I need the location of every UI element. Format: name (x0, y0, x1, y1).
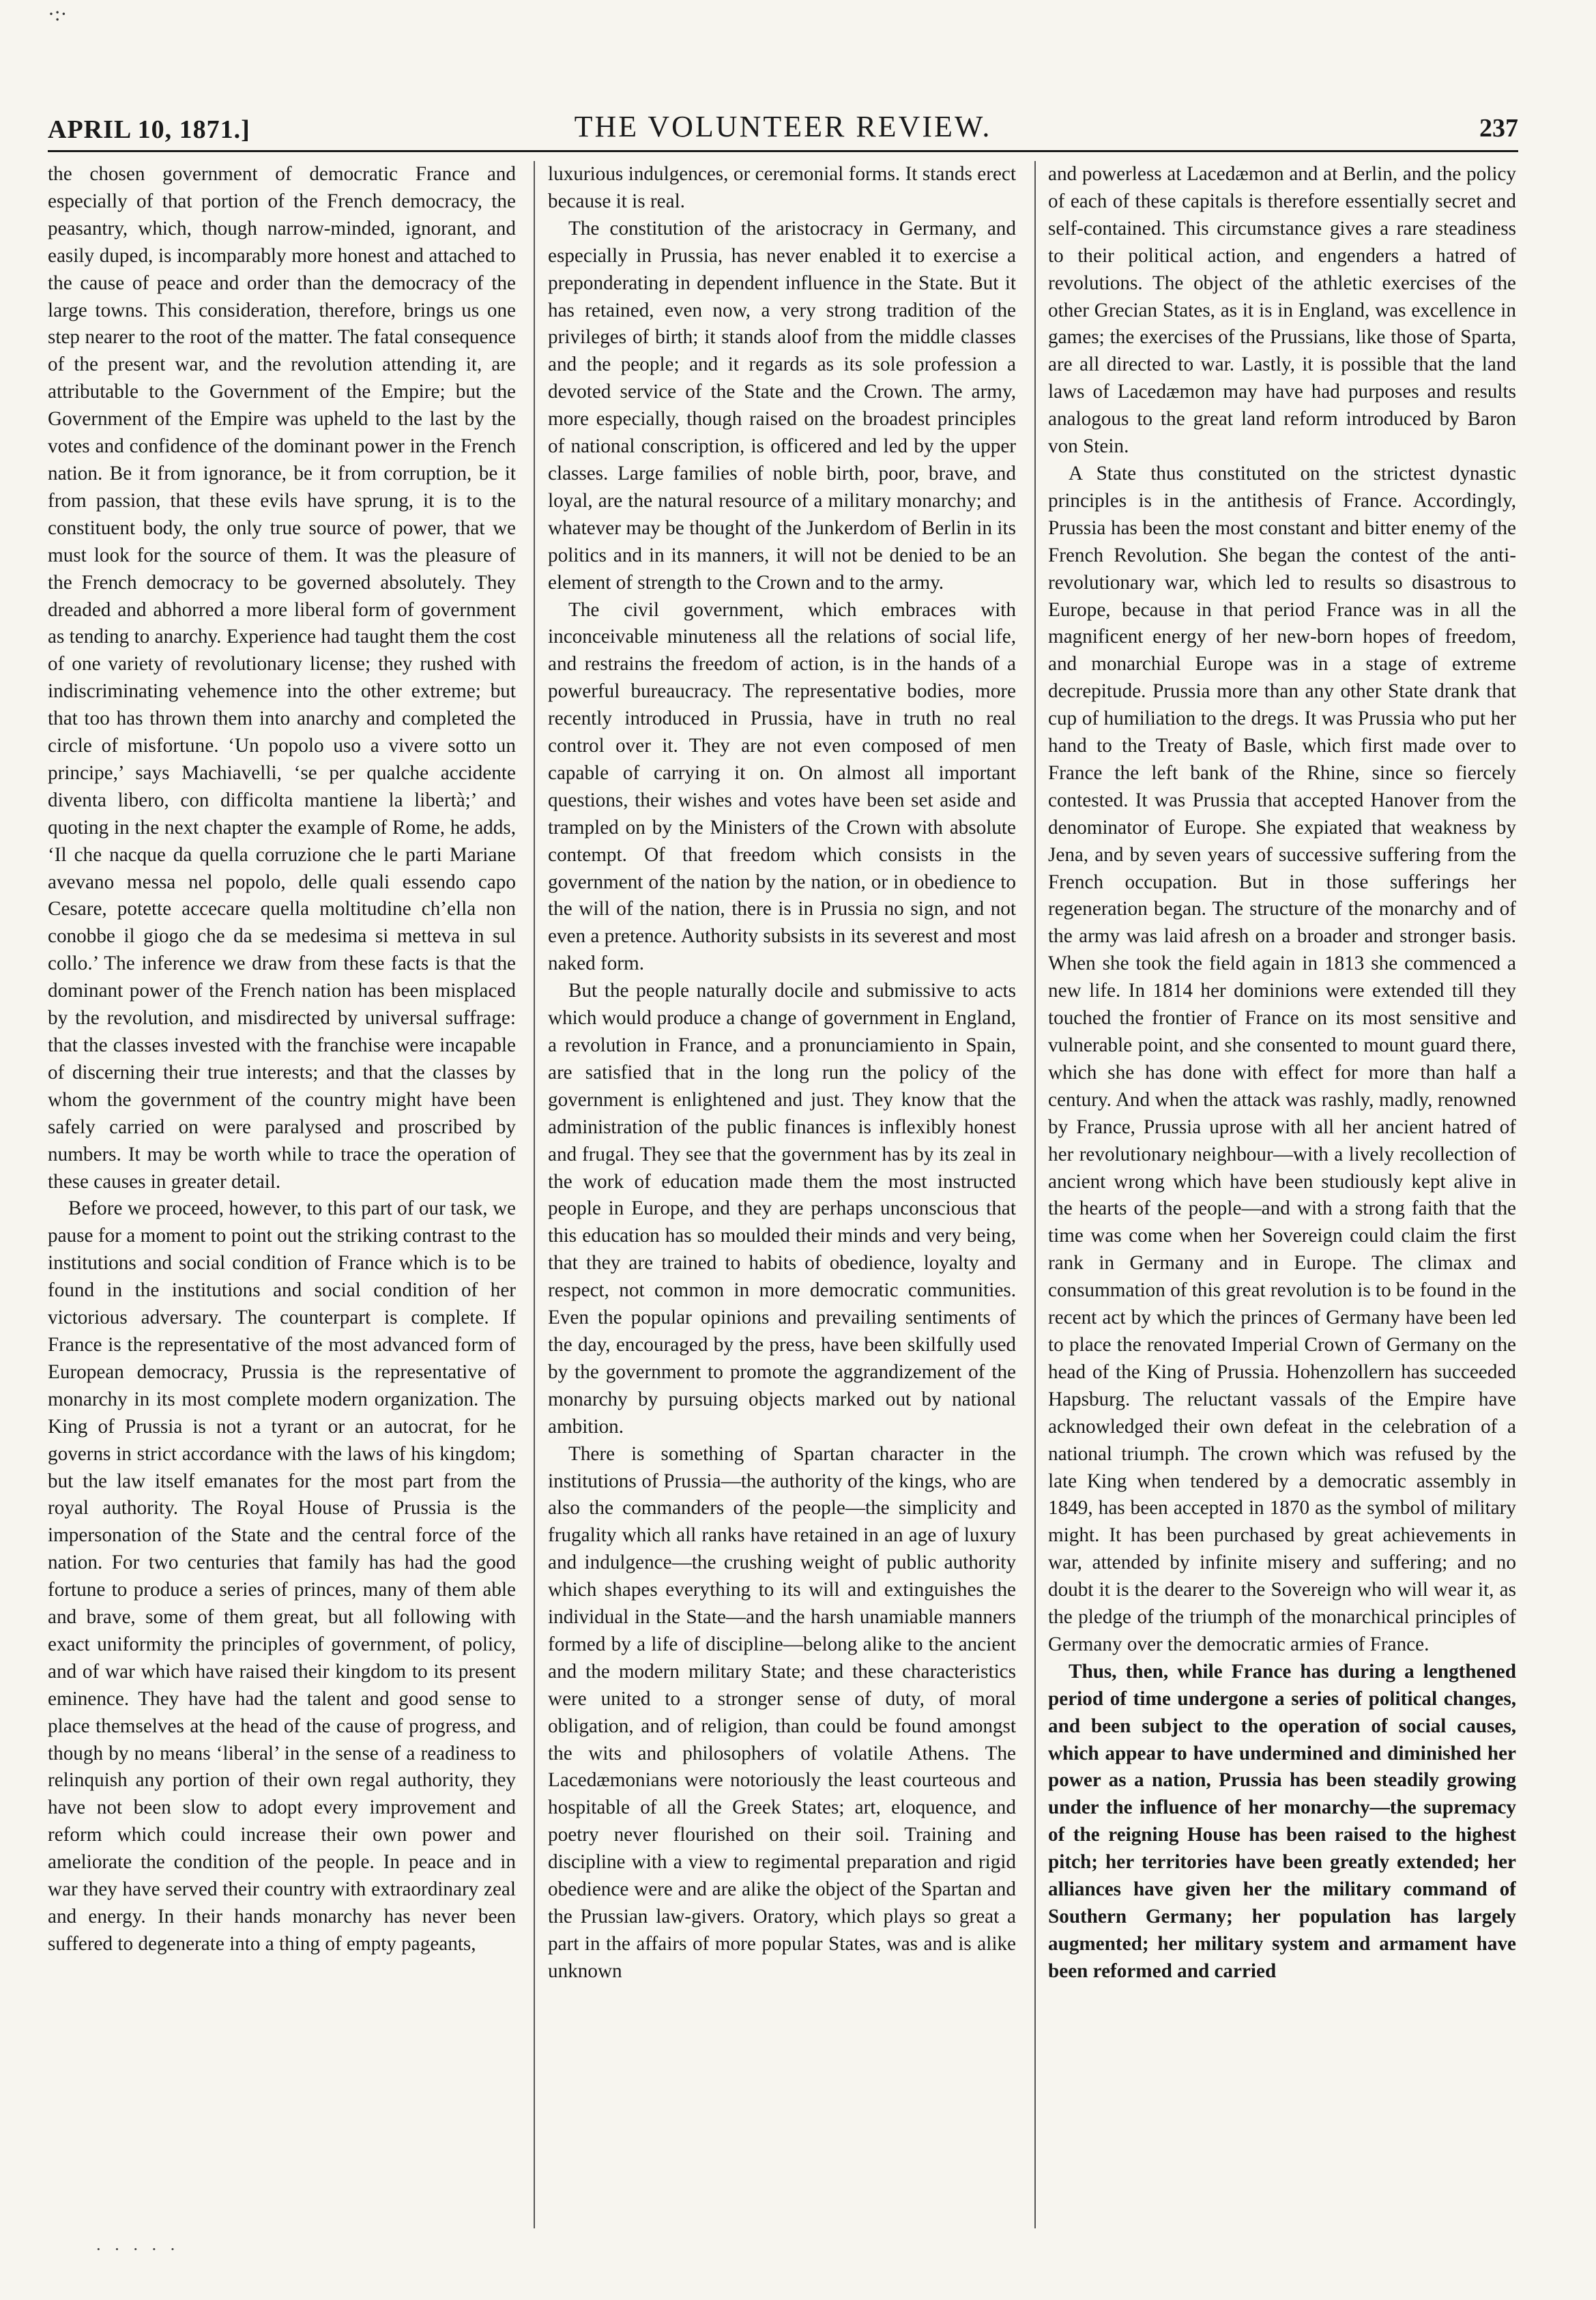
paragraph: The constitution of the aristocracy in Germany, and especially in Prussia, has never enabled it to exercise a preponderating in dependent influence in the State. But it has retained, even now, a very strong tradition of the privileges of birth; it stands aloof from the middle classes and the people; and it regards as its sole profession a devoted service of the State and the Crown. The army, more especially, though raised on the broadest principles of national conscription, is officered and led by the upper classes. Large families of noble birth, poor, brave, and loyal, are the natural resource of a military monarchy; and whatever may be thought of the Junkerdom of Berlin in its politics and in its manners, it will not be denied to be an element of strength to the Crown and to the army. (548, 217, 1016, 594)
publication-title: THE VOLUNTEER REVIEW. (574, 110, 992, 143)
header-rule (48, 150, 1518, 152)
paragraph: There is something of Spartan character in the institutions of Prussia—the authority of the kings, who are also the commanders of the people—the simplicity and frugality which all ranks have retained in an age of luxury and indulgence—the crushing weight of public authority which shapes everything to its will and extinguishes the individual in the State—and the harsh unamiable manners formed by a life of discipline—belong alike to the ancient and the modern military State; and these characteristics were united to a stronger sense of duty, of moral obligation, and of religion, than could be found amongst the wits and philosophers of volatile Athens. The Lacedæmonians were notoriously the least courteous and hospitable of all the Greek States; art, eloquence, and poetry never flourished on their soil. Training and discipline with a view to regimental preparation and rigid obedience were and are alike the object of the Spartan and the Prussian law-givers. Oratory, which plays so great a part in the affairs of more popular States, was and is alike unknown (548, 1442, 1016, 1982)
column-divider (534, 161, 535, 2228)
paragraph: The civil government, which embraces with inconceivable minuteness all the relations of social life, and restrains the freedom of action, is in the hands of a powerful bureaucracy. The representative bodies, more recently introduced in Prussia, have in truth no real control over it. They are not even composed of men capable of carrying it on. On almost all important questions, their wishes and votes have been set aside and trampled on by the Ministers of the Crown with absolute contempt. Of that freedom which consists in the government of the nation by the nation, or in obedience to the will of the nation, there is in Prussia no sign, and not even a pretence. Authority subsists in its severest and most naked form. (548, 598, 1016, 975)
column-divider (1034, 161, 1036, 2228)
print-footmark: · · · · · (96, 2239, 180, 2259)
print-specks: ·:· (48, 3, 68, 25)
paragraph: But the people naturally docile and submissive to acts which would produce a change of government in England, a revolution in France, and a pronunciamiento in Spain, are satisfied that in the long run the policy of the government is enlightened and just. They know that the administration of the public finances is inflexibly honest and frugal. They see that the government has by its zeal in the work of education made them the most instructed people in Europe, and they are perhaps unconscious that this education has so moulded their minds and very being, that they are trained to habits of obedience, loyalty and respect, not common in more democratic communities. Even the popular opinions and prevailing sentiments of the day, encouraged by the press, have been skilfully used by the government to promote the aggrandizement of the monarchy by pursuing objects marked out by national ambition. (548, 980, 1016, 1438)
text-column-3 (1048, 161, 1516, 2235)
text-column-2 (548, 161, 1016, 2235)
page-header (48, 109, 1518, 150)
page-number: 237 (1479, 114, 1518, 143)
paragraph: Before we proceed, however, to this part of our task, we pause for a moment to point out the striking contrast to the institutions and social condition of France which is to be found in the institutions and social condition of her victorious adversary. The counterpart is complete. If France is the representative of the most advanced form of European democracy, Prussia is the representative of monarchy in its most complete modern organization. The King of Prussia is not a tyrant or an autocrat, for he governs in strict accordance with the laws of his kingdom; but the law itself emanates for the most part from the royal authority. The Royal House of Prussia is the impersonation of the State and the central force of the nation. For two centuries that family has had the good fortune to produce a series of princes, many of them able and brave, some of them great, but all following with exact uniformity the principles of government, of policy, and of war which have raised their kingdom to its present eminence. They have had the talent and good sense to place themselves at the head of the cause of progress, and though by no means ‘liberal’ in the sense of a readiness to relinquish any portion of their own regal authority, they have not been slow to adopt every improvement and reform which could increase their own power and ameliorate the condition of the people. In peace and in war they have served their country with extraordinary zeal and energy. In their hands monarchy has never been suffered to degenerate into a thing of empty pageants, (48, 1197, 516, 1955)
paragraph: luxurious indulgences, or ceremonial forms. It stands erect because it is real. (548, 163, 1016, 212)
paragraph: the chosen government of democratic France and especially of that portion of the French democracy, the peasantry, which, though narrow-minded, ignorant, and easily duped, is incomparably more honest and attached to the cause of peace and order than the democracy of the large towns. This consideration, therefore, brings us one step nearer to the root of the matter. The fatal consequence of the present war, and the revolution attending it, are attributable to the Government of the Empire; but the Government of the Empire was upheld to the last by the votes and confidence of the dominant power in the French nation. Be it from ignorance, be it from corruption, be it from passion, that these evils have sprung, it is to the constituent body, the only true source of power, that we must look for the source of them. It was the pleasure of the French democracy to be governed absolutely. They dreaded and abhorred a more liberal form of government as tending to anarchy. Experience had taught them the cost of one variety of revolutionary license; they rushed with indiscriminating vehemence into the other extreme; but that too has thrown them into anarchy and completed the circle of misfortune. ‘Un popolo uso a vivere sotto un principe,’ says Machiavelli, ‘se per qualche accidente diventa libero, con difficolta mantiene la libertà;’ and quoting in the next chapter the example of Rome, he adds, ‘Il che nacque da quella corruzione che le parti Mariane avevano messa nel popolo, delle quali essendo capo Cesare, potette accecare quella moltitudine ch’ella non conobbe il giogo che da se medesima si metteva in sul collo.’ The inference we draw from these facts is that the dominant power of the French nation has been misplaced by the revolution, and misdirected by universal suffrage: that the classes invested with the franchise were incapable of discerning their true interests; and that the classes by whom the government of the country might have been safely carried on were paralysed and proscribed by numbers. It may be worth while to trace the operation of these causes in greater detail. (48, 163, 516, 1193)
paragraph: A State thus constituted on the strictest dynastic principles is in the antithesis of France. Accordingly, Prussia has been the most constant and bitter enemy of the French Revolution. She began the contest of the anti-revolutionary war, which led to results so disastrous to Europe, because in that period France was in all the magnificent energy of her new-born hopes of freedom, and monarchial Europe was in a stage of extreme decrepitude. Prussia more than any other State drank that cup of humiliation to the dregs. It was Prussia who put her hand to the Treaty of Basle, which first made over to France the left bank of the Rhine, since so fiercely contested. It was Prussia that accepted Hanover from the denominator of Europe. She expiated that weakness by Jena, and by seven years of successive suffering from the French occupation. But in those sufferings her regeneration began. The structure of the monarchy and of the army was laid afresh on a broader and stronger basis. When she took the field again in 1813 she commenced a new life. In 1814 her dominions were extended till they touched the frontier of France on its most sensitive and vulnerable point, and she consented to mount guard there, which she has done with effect for more than half a century. And when the attack was rashly, madly, renowned by France, Prussia uprose with all her ancient hatred of her revolutionary neighbour—with a lively recollection of ancient wrong which have been studiously kept alive in the hearts of the people—and with a strong faith that the time was come when her Sovereign could claim the first rank in Germany and in Europe. The climax and consummation of this great revolution is to be found in the recent act by which the princes of Germany have been led to place the renovated Imperial Crown of Germany on the head of the King of Prussia. Hohenzollern has succeeded Hapsburg. The reluctant vassals of the Empire have acknowledged their own defeat in the celebration of a national triumph. The crown which was refused by the late King when tendered by a democratic assembly in 1849, has been accepted in 1870 as the symbol of military might. It has been purchased by great achievements in war, attended by infinite misery and suffering; and no doubt it is the dearer to the Sovereign who will wear it, as the pledge of the triumph of the monarchical principles of Germany over the democratic armies of France. (1048, 462, 1516, 1655)
paragraph: Thus, then, while France has during a lengthened period of time undergone a series of political changes, and been subject to the operation of social causes, which appear to have undermined and diminished her power as a nation, Prussia has been steadily growing under the influence of her monarchy—the supremacy of the reigning House has been raised to the highest pitch; her territories have been greatly extended; her alliances have given her the military command of Southern Germany; her population has largely augmented; her military system and armament have been reformed and carried (1048, 1660, 1516, 1982)
text-column-1 (48, 161, 516, 2235)
paragraph: and powerless at Lacedæmon and at Berlin, and the policy of each of these capitals is therefore essentially secret and self-contained. This circumstance gives a rare steadiness to their political action, and engenders a hatred of revolutions. The object of the athletic exercises of the other Grecian States, as it is in England, was excellence in games; the exercises of the Prussians, like those of Sparta, are all directed to war. Lastly, it is possible that the land laws of Lacedæmon may have had purposes and results analogous to the great land reform introduced by Baron von Stein. (1048, 163, 1516, 458)
issue-date: APRIL 10, 1871.] (48, 115, 250, 144)
